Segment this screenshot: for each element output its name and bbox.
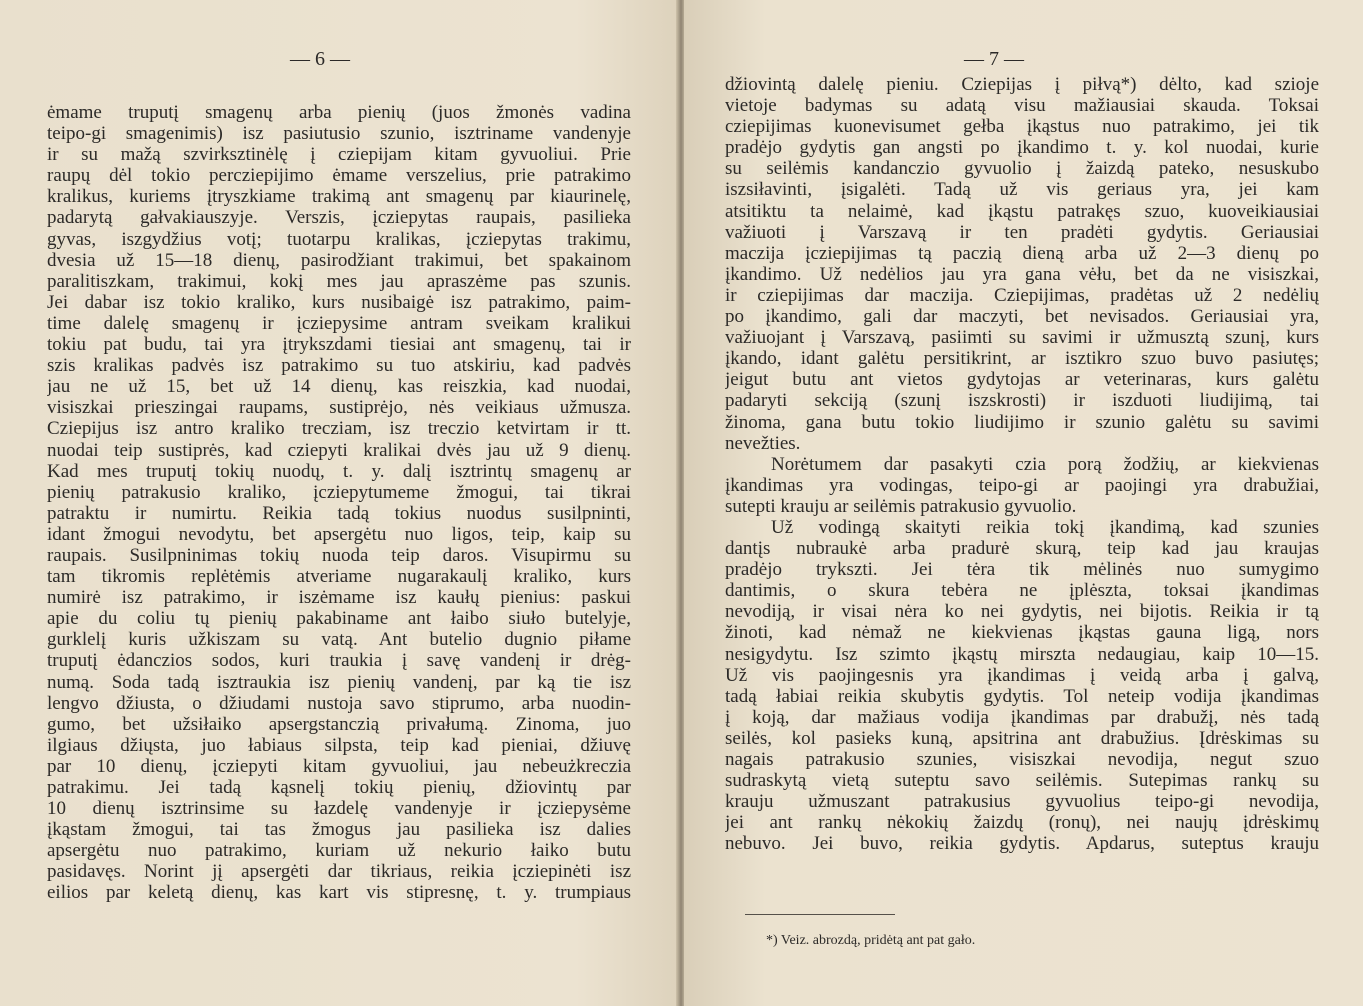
text-line: 10 dienų isztrinsime su łazdelę vandenyje ir įcziepysėme xyxy=(47,798,631,820)
text-line: džiovintą dalelę pieniu. Cziepijas į piłvą*) dėlto, kad szioje xyxy=(725,74,1319,95)
text-line: padarytą gałvakiauszyje. Verszis, įcziepytas raupais, pasilieka xyxy=(47,207,631,229)
text-line: įkandimo. Už nedėlios jau yra gana vėłu, bet da ne visiszkai, xyxy=(725,263,1319,285)
footnote-rule xyxy=(745,914,895,915)
text-line: sutepti krauju ar seilėmis patrakusio gyvuolio. xyxy=(725,495,1077,517)
text-line: nuodai teip sustiprės, kad cziepyti kralikai dvės jau už 9 dienų. xyxy=(47,439,631,461)
text-line: vietoje badymas su adatą visu mažiausiai skauda. Toksai xyxy=(725,95,1319,117)
text-line: padaryti sekciją (szunį iszskrosti) ir iszduoti liudijimą, tai xyxy=(725,390,1319,412)
text-line: jei ant rankų nėkokių žaizdų (ronų), nei naujų įdrėskimų xyxy=(725,812,1319,834)
right-page-text xyxy=(725,74,1319,854)
page-number-left: — 6 — xyxy=(290,48,350,70)
text-line: apie du coliu tų pienių pakabiname ant łaibo siuło butelyje, xyxy=(47,608,631,630)
text-line: dvesia už 15—18 dienų, pasirodžiant trakimui, bet spakainom xyxy=(47,249,631,271)
text-line: įkandimas yra vodingas, teipo-gi ar paojingi yra drabužiai, xyxy=(725,474,1319,496)
text-line: važiuojant į Varszavą, pasiimti su savimi ir užmusztą szunį, kurs xyxy=(725,327,1319,349)
text-line: nesigydytu. Isz szimto įkąstų mirszta nedaugiau, kaip 10—15. xyxy=(725,643,1319,665)
text-line: sudraskytą vietą suteptu savo seilėmis. Sutepimas rankų su xyxy=(725,770,1319,792)
text-line: Cziepijus isz antro kraliko trecziam, isz treczio ketvirtam ir tt. xyxy=(47,418,631,440)
text-line: pasidavęs. Norint jį apsergėti dar tikriaus, reikia įcziepinėti isz xyxy=(47,861,631,883)
text-line: su seilėmis kandanczio gyvuolio į žaizdą pateko, nesuskubo xyxy=(725,158,1319,180)
text-line: truputį ėdanczios sodos, kuri traukia į savę vandenį ir drėg- xyxy=(47,650,631,672)
text-line: gurklelį kuris užkiszam su vatą. Ant butelio dugnio piłame xyxy=(47,629,631,651)
text-line: įkando, idant galėtu persitikrint, ar isztikro szuo buvo pasiutęs; xyxy=(725,348,1319,370)
text-line: į koją, dar mažiaus vodija įkandimas par drabužį, nės tadą xyxy=(725,706,1319,728)
text-line: važiuoti į Varszavą ir ten pradėti gydytis. Geriausiai xyxy=(725,221,1319,243)
text-line: raupais. Susilpninimas tokių nuoda teip daros. Visupirmu su xyxy=(47,544,631,566)
text-line: dantimis, o skura tebėra ne įplėszta, toksai įkandimas xyxy=(725,580,1319,602)
text-line: po įkandimo, gali dar maczyti, bet nevisados. Geriausiai yra, xyxy=(725,306,1319,328)
text-line: gumo, bet užsiłaiko apsergstanczią privałumą. Zinoma, juo xyxy=(47,713,631,735)
text-line: szis kralikas padvės isz patrakimo su tuo atskiriu, kad padvės xyxy=(47,355,631,377)
text-line: teipo-gi smagenimis) isz pasiutusio szunio, isztriname vandenyje xyxy=(47,123,631,145)
text-line: nebuvo. Jei buvo, reikia gydytis. Apdarus, suteptus krauju xyxy=(725,833,1319,855)
text-line: tam tikromis replėtėmis atveriame nugarakaulį kraliko, kurs xyxy=(47,566,631,588)
text-line: ilgiaus džiųsta, juo łabiaus silpsta, teip kad pieniai, džiuvę xyxy=(47,734,631,756)
text-line: numą. Soda tadą isztraukia isz pienių vandenį, par ką tie isz xyxy=(47,671,631,693)
text-line: par 10 dienų, įcziepyti kitam gyvuoliui, jau nebeużkreczia xyxy=(47,755,631,777)
text-line: paralitiszkam, trakimui, kokį mes jau apraszėme pas szunis. xyxy=(47,270,631,292)
text-line: apsergėtu nuo patrakimo, kuriam už nekurio łaiko butu xyxy=(47,840,631,862)
text-line: krauju užmuszant patrakusius gyvuolius teipo-gi nevodija, xyxy=(725,791,1319,813)
text-line: idant žmogui nevodytu, bet apsergėtu nuo ligos, teip, kaip su xyxy=(47,523,631,545)
text-line: iszsiłavinti, įsigalėti. Tadą už vis geriaus yra, jei kam xyxy=(725,179,1319,201)
text-line: atsitiktu ta nelaimė, kad įkąstu patrakęs szuo, kuoveikiausiai xyxy=(725,200,1319,222)
text-line: eilios par keletą dienų, kas kart vis stipresnę, t. y. trumpiaus xyxy=(47,882,631,904)
text-line: cziepijimas kuonevisumet gełba įkąstus nuo patrakimo, jei tik xyxy=(725,116,1319,138)
text-line: žinoti, kad nėmaž ne kiekvienas įkąstas gauna ligą, nors xyxy=(725,622,1319,644)
left-page xyxy=(0,0,678,1006)
page-number-right: — 7 — xyxy=(964,48,1024,70)
text-line: pienių patrakusio kraliko, įcziepytumeme žmogui, tai tikrai xyxy=(47,481,631,503)
text-line: jeigut butu ant vietos gydytojas ar veterinaras, kurs galėtu xyxy=(725,369,1319,391)
text-line: patraktu ir numirtu. Reikia tadą tokius nuodus susilpninti, xyxy=(47,502,631,524)
text-line: ir cziepijimas dar maczija. Cziepijimas, pradėtas už 2 nedėlių xyxy=(725,284,1319,306)
text-line: ėmame truputį smagenų arba pienių (juos žmonės vadina xyxy=(47,102,631,123)
text-line: tokiu pat budu, tai yra įtrykszdami tiesiai ant smagenų, tai ir xyxy=(47,334,631,356)
text-line: Už vodingą skaityti reikia tokį įkandimą, kad szunies xyxy=(771,516,1319,538)
text-line: Norėtumem dar pasakyti czia porą žodžių, ar kiekvienas xyxy=(771,453,1319,475)
text-line: tadą łabiai reikia skubytis gydytis. Tol neteip vodija įkandimas xyxy=(725,685,1319,707)
text-line: kralikus, kuriems įtryszkiame trakimą ant smagenų par kiaurinelę, xyxy=(47,186,631,208)
text-line: nevodiją, ir visai nėra ko nei gydytis, nei bijotis. Reikia ir tą xyxy=(725,601,1319,623)
text-line: nagais patrakusio szunies, visiszkai nevodija, negut szuo xyxy=(725,749,1319,770)
text-line: gyvas, iszgydžius votį; tuotarpu kralikas, įcziepytas trakimu, xyxy=(47,228,631,250)
footnote: *) Veiz. abrozdą, pridėtą ant pat gało. xyxy=(766,933,976,948)
text-line: Kad mes truputį tokių nuodų, t. y. dalį isztrintų smagenų ar xyxy=(47,460,631,482)
text-line: numirė isz patrakimo, ir iszėmame isz kaułų pienius: paskui xyxy=(47,587,631,609)
text-line: žinoma, gana butu tokio liudijimo ir szunio galėtu su savimi xyxy=(725,411,1319,433)
text-line: patrakimu. Jei tadą kąsnelį tokių pienių, džiovintų par xyxy=(47,777,631,798)
right-page xyxy=(684,0,1363,1006)
text-line: pradėjo gydytis gan angsti po įkandimo t. y. kol nuodai, kurie xyxy=(725,137,1319,159)
text-line: nevežties. xyxy=(725,432,801,454)
text-line: visiszkai prieszingai raupams, sustiprėjo, nės veikiaus užmusza. xyxy=(47,397,631,419)
text-line: lengvo džiusta, o džiudami nustoja savo stiprumo, arba nuodin- xyxy=(47,692,631,714)
text-line: time dalelę smagenų ir įcziepysime antram sveikam kralikui xyxy=(47,312,631,334)
text-line: pradėjo trykszti. Jei tėra tik mėlinės nuo sumygimo xyxy=(725,559,1319,581)
text-line: ir su mažą szvirksztinėlę į cziepijam kitam gyvuoliui. Prie xyxy=(47,144,631,166)
text-line: Jei dabar isz tokio kraliko, kurs nusibaigė isz patrakimo, paim- xyxy=(47,291,631,313)
text-line: maczija įcziepijimas tą paczią dieną arba už 2—3 dienų po xyxy=(725,242,1319,264)
left-page-text xyxy=(47,102,631,904)
text-line: Už vis paojingesnis yra įkandimas į veidą arba į galvą, xyxy=(725,664,1319,686)
text-line: raupų dėl tokio percziepijimo ėmame verszelius, prie patrakimo xyxy=(47,165,631,187)
text-line: jau ne už 15, bet už 14 dienų, kas reiszkia, kad nuodai, xyxy=(47,376,631,398)
text-line: įkąstam žmogui, tai tas žmogus jau pasilieka isz dalies xyxy=(47,819,631,841)
text-line: seilės, kol pasieks kuną, apsitrina ant drabužius. Įdrėskimas su xyxy=(725,727,1319,749)
text-line: dantįs nubraukė arba pradurė skurą, teip kad jau kraujas xyxy=(725,538,1319,560)
